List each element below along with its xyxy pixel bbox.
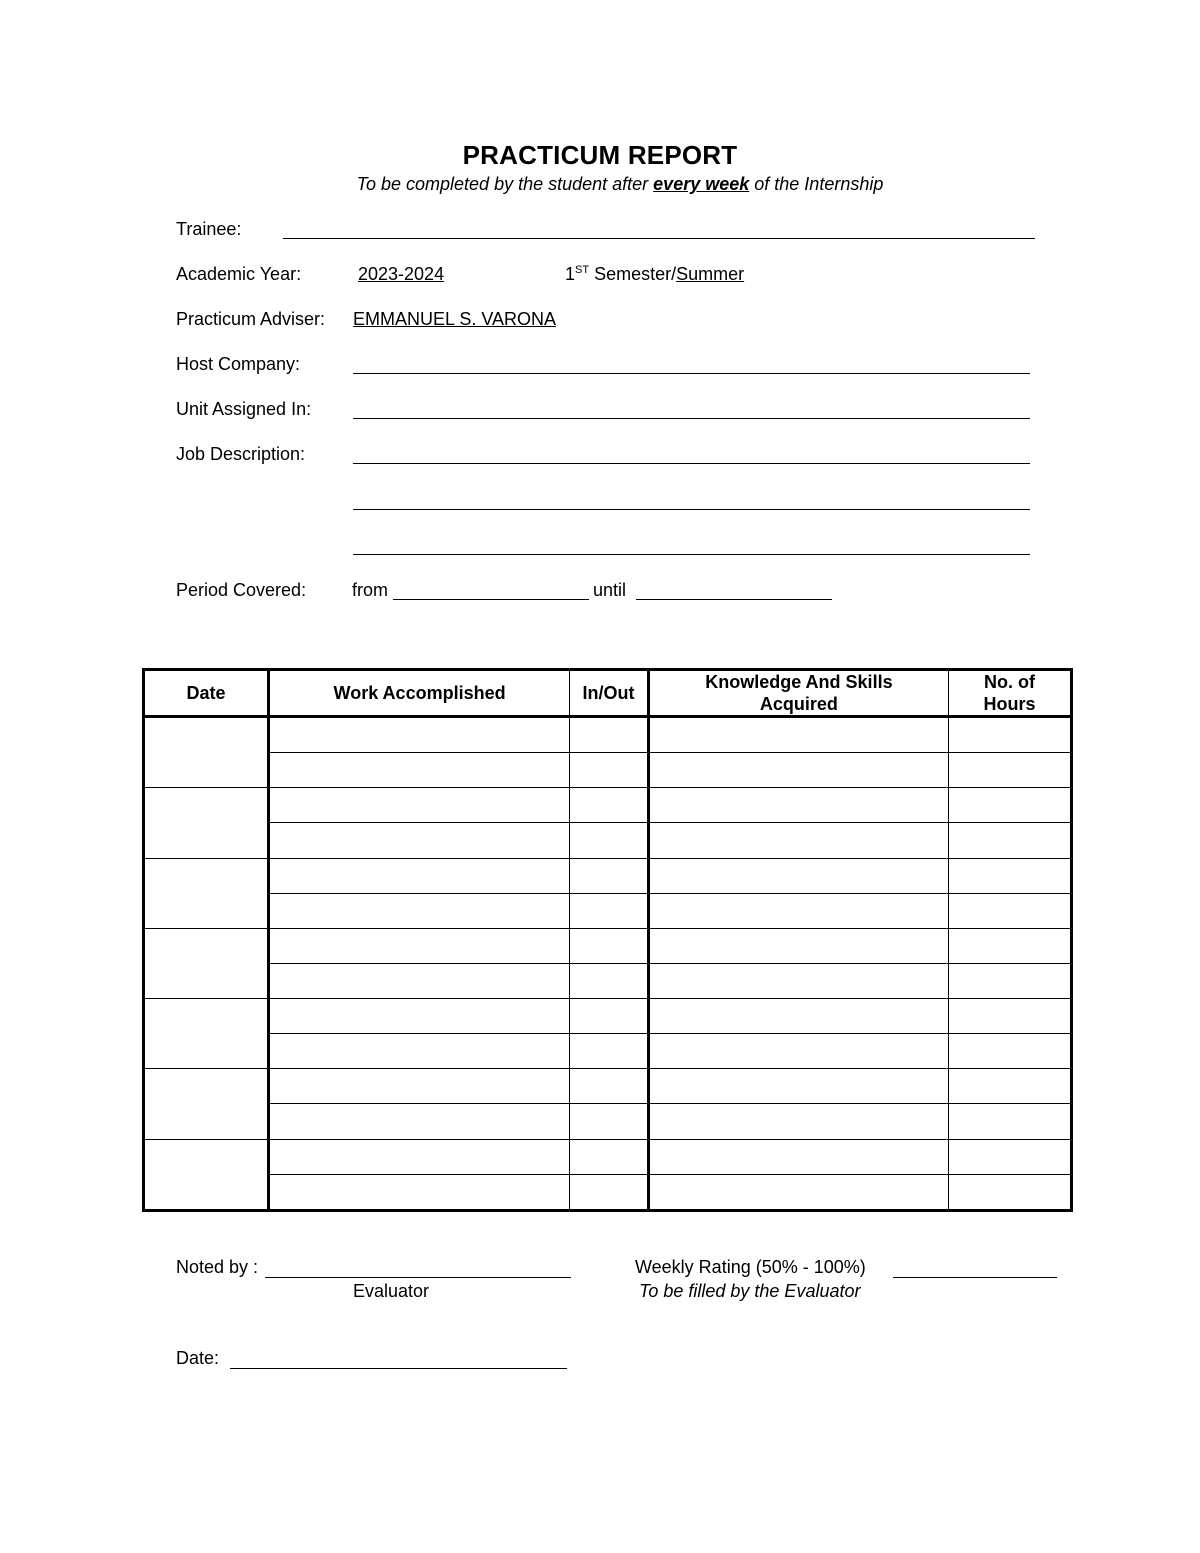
in-out-cell[interactable] xyxy=(570,823,649,858)
adviser-value: EMMANUEL S. VARONA xyxy=(353,309,557,329)
knowledge-skills-cell[interactable] xyxy=(648,963,948,998)
subtitle-text-pre: To be completed by the student after xyxy=(356,174,654,194)
work-accomplished-cell[interactable] xyxy=(268,858,569,893)
in-out-cell[interactable] xyxy=(570,928,649,963)
date-cell[interactable] xyxy=(144,1069,269,1139)
adviser-label: Practicum Adviser: xyxy=(176,309,326,329)
table-row xyxy=(144,1174,1072,1210)
weekly-rating-field[interactable] xyxy=(893,1277,1057,1278)
work-accomplished-cell[interactable] xyxy=(268,717,569,753)
header-work-accomplished: Work Accomplished xyxy=(268,670,569,717)
in-out-cell[interactable] xyxy=(570,1069,649,1104)
job-description-label: Job Description: xyxy=(176,444,306,464)
table-row xyxy=(144,788,1072,823)
job-description-line-2[interactable] xyxy=(353,509,1030,510)
in-out-cell[interactable] xyxy=(570,999,649,1034)
knowledge-skills-cell[interactable] xyxy=(648,1034,948,1069)
work-accomplished-cell[interactable] xyxy=(268,1104,569,1139)
knowledge-skills-cell[interactable] xyxy=(648,717,948,753)
date-cell[interactable] xyxy=(144,928,269,998)
hours-cell[interactable] xyxy=(949,823,1072,858)
table-row xyxy=(144,823,1072,858)
table-row xyxy=(144,963,1072,998)
knowledge-skills-cell[interactable] xyxy=(648,788,948,823)
hours-cell[interactable] xyxy=(949,858,1072,893)
hours-cell[interactable] xyxy=(949,928,1072,963)
knowledge-skills-cell[interactable] xyxy=(648,928,948,963)
semester-value xyxy=(565,264,744,285)
knowledge-skills-cell[interactable] xyxy=(648,1104,948,1139)
header-in-out: In/Out xyxy=(570,670,649,717)
in-out-cell[interactable] xyxy=(570,1139,649,1174)
hours-cell[interactable] xyxy=(949,1139,1072,1174)
in-out-cell[interactable] xyxy=(570,753,649,788)
semester-superscript: ST xyxy=(575,264,590,276)
knowledge-skills-cell[interactable] xyxy=(648,893,948,928)
knowledge-skills-cell[interactable] xyxy=(648,858,948,893)
hours-cell[interactable] xyxy=(949,788,1072,823)
job-description-line-3[interactable] xyxy=(353,554,1030,555)
knowledge-skills-cell[interactable] xyxy=(648,1139,948,1174)
hours-cell[interactable] xyxy=(949,717,1072,753)
knowledge-skills-cell[interactable] xyxy=(648,1069,948,1104)
host-company-field[interactable] xyxy=(353,373,1030,374)
trainee-field[interactable] xyxy=(283,238,1035,239)
trainee-label: Trainee: xyxy=(176,219,242,239)
hours-cell[interactable] xyxy=(949,1104,1072,1139)
table-row xyxy=(144,753,1072,788)
semester-text: Semester/ xyxy=(589,264,677,284)
evaluator-label: Evaluator xyxy=(353,1281,430,1301)
semester-number: 1 xyxy=(565,264,576,284)
in-out-cell[interactable] xyxy=(570,1034,649,1069)
hours-cell[interactable] xyxy=(949,1069,1072,1104)
in-out-cell[interactable] xyxy=(570,893,649,928)
header-date: Date xyxy=(144,670,269,717)
hours-cell[interactable] xyxy=(949,999,1072,1034)
header-hours xyxy=(949,670,1072,717)
academic-year-value: 2023-2024 xyxy=(358,264,445,284)
rating-note: To be filled by the Evaluator xyxy=(639,1281,861,1301)
work-accomplished-cell[interactable] xyxy=(268,788,569,823)
work-accomplished-cell[interactable] xyxy=(268,963,569,998)
noted-by-field[interactable] xyxy=(265,1277,571,1278)
knowledge-skills-cell[interactable] xyxy=(648,999,948,1034)
period-until-field[interactable] xyxy=(636,599,832,600)
date-cell[interactable] xyxy=(144,999,269,1069)
table-row xyxy=(144,999,1072,1034)
work-accomplished-cell[interactable] xyxy=(268,1139,569,1174)
header-knowledge-line-2: Acquired xyxy=(759,694,838,714)
in-out-cell[interactable] xyxy=(570,717,649,753)
date-cell[interactable] xyxy=(144,788,269,858)
hours-cell[interactable] xyxy=(949,753,1072,788)
date-cell[interactable] xyxy=(144,858,269,928)
subtitle-emphasis: every week xyxy=(653,174,750,194)
noted-by-label: Noted by : xyxy=(176,1257,259,1277)
unit-assigned-field[interactable] xyxy=(353,418,1030,419)
hours-cell[interactable] xyxy=(949,1034,1072,1069)
work-accomplished-cell[interactable] xyxy=(268,1069,569,1104)
page-title: PRACTICUM REPORT xyxy=(462,140,738,170)
table-row xyxy=(144,858,1072,893)
work-accomplished-cell[interactable] xyxy=(268,753,569,788)
semester-summer: Summer xyxy=(676,264,745,284)
date-label: Date: xyxy=(176,1348,220,1368)
date-cell[interactable] xyxy=(144,1139,269,1210)
header-knowledge-line-1: Knowledge And Skills xyxy=(705,672,893,692)
table-row xyxy=(144,893,1072,928)
hours-cell[interactable] xyxy=(949,1174,1072,1210)
period-from-field[interactable] xyxy=(393,599,589,600)
hours-cell[interactable] xyxy=(949,893,1072,928)
unit-assigned-label: Unit Assigned In: xyxy=(176,399,312,419)
period-until-label: until xyxy=(593,580,627,600)
subtitle-text-post: of the Internship xyxy=(749,174,884,194)
knowledge-skills-cell[interactable] xyxy=(648,823,948,858)
weekly-rating-label: Weekly Rating (50% - 100%) xyxy=(635,1257,866,1277)
table-header-row xyxy=(144,670,1072,717)
in-out-cell[interactable] xyxy=(570,788,649,823)
header-hours-line-2: Hours xyxy=(983,694,1036,714)
date-cell[interactable] xyxy=(144,717,269,788)
work-accomplished-cell[interactable] xyxy=(268,1174,569,1210)
host-company-label: Host Company: xyxy=(176,354,301,374)
table-row xyxy=(144,928,1072,963)
in-out-cell[interactable] xyxy=(570,1174,649,1210)
table-row xyxy=(144,1069,1072,1104)
in-out-cell[interactable] xyxy=(570,963,649,998)
in-out-cell[interactable] xyxy=(570,1104,649,1139)
header-hours-line-1: No. of xyxy=(984,672,1036,692)
table-row xyxy=(144,1104,1072,1139)
table-row xyxy=(144,1034,1072,1069)
in-out-cell[interactable] xyxy=(570,858,649,893)
academic-year-label: Academic Year: xyxy=(176,264,302,284)
knowledge-skills-cell[interactable] xyxy=(648,1174,948,1210)
work-accomplished-cell[interactable] xyxy=(268,823,569,858)
weekly-log-table xyxy=(142,668,1073,1212)
hours-cell[interactable] xyxy=(949,963,1072,998)
table-row xyxy=(144,1139,1072,1174)
work-accomplished-cell[interactable] xyxy=(268,1034,569,1069)
period-label: Period Covered: xyxy=(176,580,307,600)
work-accomplished-cell[interactable] xyxy=(268,893,569,928)
date-field[interactable] xyxy=(230,1368,567,1369)
table-row xyxy=(144,717,1072,753)
page-subtitle xyxy=(0,174,1200,195)
job-description-line-1[interactable] xyxy=(353,463,1030,464)
table-body xyxy=(144,717,1072,1211)
period-from-label: from xyxy=(352,580,388,600)
knowledge-skills-cell[interactable] xyxy=(648,753,948,788)
header-knowledge-skills xyxy=(648,670,948,717)
work-accomplished-cell[interactable] xyxy=(268,999,569,1034)
work-accomplished-cell[interactable] xyxy=(268,928,569,963)
